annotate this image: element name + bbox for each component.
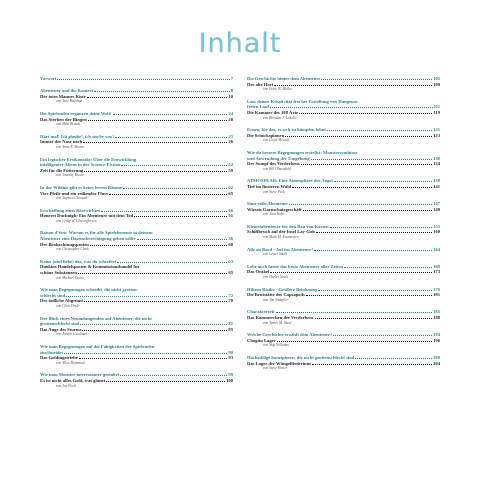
adventure-page-number: 123 (433, 132, 440, 138)
leader-dots (84, 301, 228, 302)
adventure-page-number: 119 (433, 109, 440, 115)
toc-entry (247, 150, 440, 172)
toc-entry (247, 355, 440, 371)
heading-text: intelligenter Aliens in der Science-Fiction (40, 162, 121, 168)
heading-text: Wie man Begegnungen auf die Fähigkeiten der Spielenden (40, 343, 155, 349)
leader-dots (270, 107, 433, 108)
toc-entry (40, 76, 233, 82)
leader-dots (123, 188, 227, 189)
heading-text: Keine (und liebe) das, was du schreibst (40, 258, 117, 264)
heading-text: Die Geschichte hinter dem Abenteuer (247, 76, 321, 81)
leader-dots (106, 381, 225, 382)
author-credit: von Steve Winter (263, 366, 288, 371)
author-credit: von Brendan J. LaSalle (263, 115, 297, 120)
leader-dots (301, 164, 432, 165)
heading-text: Vorwort (40, 76, 57, 81)
heading-page-number: 138 (433, 178, 440, 184)
heading-page-number: 81 (228, 321, 233, 327)
heading-text: Welche Geschichte erzählt dein Abenteuer? (247, 332, 333, 338)
author-credit: von James M. Ward (263, 320, 292, 325)
heading-text: Charakterzeit (247, 309, 275, 315)
adventure-page-number: 141 (433, 183, 440, 189)
adventure-title-text: Honeret Duchnigh: Ein Abenteuer mit dem Tod (40, 213, 134, 219)
leader-dots (344, 267, 432, 268)
adventure-title-text: Der Sumpf des Verderbens (247, 161, 300, 167)
toc-entry (247, 127, 440, 143)
heading-text: Wie man Begegnungen schreibt, die nicht grotten- (40, 287, 139, 293)
adventure-title-text: Das Goldingetriebe (40, 355, 78, 361)
toc-entry (247, 264, 440, 280)
leader-dots (121, 165, 227, 166)
toc-entry (247, 332, 440, 348)
toc-entry (247, 247, 440, 258)
adventure-title-text: Dunkins Handelsposten & Kommissionshandel für (40, 264, 140, 270)
toc-entry (40, 344, 233, 366)
heading-page-number: 121 (433, 127, 440, 133)
toc-column-left (40, 76, 233, 395)
leader-dots (318, 290, 432, 291)
leader-dots (292, 187, 432, 188)
author-credit: von Jim Wampler (263, 297, 289, 302)
adventure-page-number: 188 (433, 315, 440, 320)
author-credit: von Jean Rabe (263, 212, 285, 217)
adventure-title-text: schöne Substanzen (40, 270, 77, 276)
adventure-page-number: 109 (433, 81, 440, 87)
adventure-page-number: 181 (433, 292, 440, 298)
heading-page-number: 62 (228, 184, 233, 190)
leader-dots (276, 312, 433, 313)
adventure-title-text: Chogtin Lager (247, 337, 276, 343)
adventure-title-text: Der tödliche Abgrund (40, 298, 83, 304)
adventure-title-text: Die Brutstätte des Capsapods (247, 292, 305, 298)
toc-entry (247, 287, 440, 303)
heading-text: Erschaffung eines Bösewichtes (40, 207, 100, 213)
adventure-title-text: Immer der Nase nach (40, 139, 83, 145)
adventure-title-text: Das Orakel (247, 269, 270, 275)
author-credit: von Anna E. Brown (56, 144, 84, 149)
leader-dots (109, 194, 228, 195)
heading-text: Alle an Bord - Auf ins Abenteuer! (247, 246, 313, 252)
leader-dots (88, 120, 228, 121)
adventure-title-text: Das Kämmerchen der Verderbens (247, 315, 314, 320)
page-title: Inhalt (198, 28, 282, 59)
toc-entry (247, 224, 440, 240)
toc-entry-heading[interactable] (247, 99, 440, 105)
adventure-page-number: 60 (228, 241, 233, 247)
leader-dots (137, 239, 228, 240)
author-credit: von Michael Curtis (56, 275, 84, 280)
heading-text: Erneu, für das, es sich zu kämpfen lohnt (247, 127, 326, 133)
heading-page-number: 90 (228, 349, 233, 355)
heading-page-number: 7 (230, 76, 233, 81)
heading-page-number: 102 (433, 76, 440, 81)
leader-dots (274, 85, 432, 86)
adventure-page-number: 65 (228, 270, 233, 276)
heading-text: Wie du bessere Begegnungen erstellst: Monstersymbiose (247, 149, 358, 155)
leader-dots (306, 295, 432, 296)
author-credit: von Christopher Clark (56, 247, 89, 252)
adventure-title-text: Der totes Mannes Kiste (40, 93, 86, 99)
adventure-page-number: 10 (228, 93, 233, 99)
leader-dots (303, 210, 432, 211)
author-credit: von Ernie W. Molko (263, 87, 292, 92)
leader-dots (285, 136, 432, 137)
author-credit: von Steve Peek (263, 189, 285, 194)
leader-dots (334, 181, 432, 182)
adventure-page-number: 173 (433, 269, 440, 275)
leader-dots (113, 114, 228, 115)
adventure-title-text: Vier Pfeile und ein reißender Fluss (40, 190, 108, 196)
heading-text: Lass deiner Kreativität frei bei Erstellung von Dungeons (247, 98, 358, 104)
adventure-page-number: 93 (228, 355, 233, 361)
adventure-page-number: 149 (433, 206, 440, 212)
adventure-title-text: Der alte Hort (247, 81, 274, 87)
heading-page-number: 56 (228, 236, 233, 242)
toc-entry (40, 111, 233, 127)
toc-entry (40, 88, 233, 104)
toc-entry (247, 178, 440, 194)
heading-text: Sinn-volle Abenteuer (247, 201, 289, 207)
toc-entry (40, 134, 233, 150)
toc-entry-heading[interactable] (40, 344, 233, 350)
toc-entry (247, 99, 440, 121)
heading-page-number: 24 (228, 110, 233, 116)
adventure-page-number: 65 (228, 190, 233, 196)
adventure-title-text: Tief im finsteren Wald (247, 183, 292, 189)
adventure-title-text: Die Schockspinnen (247, 132, 285, 138)
author-credit: von Jake Bateman (56, 99, 83, 104)
author-credit: von Lloyd Metcalf (263, 138, 290, 143)
author-credit: von Mark M. Rasmussen (263, 235, 299, 240)
author-credit: von Craig W. Christoffersen (56, 218, 97, 223)
leader-dots (82, 330, 227, 331)
adventure-page-number: 26 (228, 139, 233, 145)
leader-dots (90, 245, 228, 246)
adventure-title-text: Das Lager der Wüngelfiederinne (247, 360, 312, 366)
leader-dots (312, 364, 432, 365)
leader-dots (64, 353, 227, 354)
toc-entry (40, 157, 233, 179)
adventure-title-text: Wieseis Garnschatzgeschäft (247, 206, 302, 212)
toc-entry (40, 230, 233, 252)
heading-text: Hört mal! Ich glaube!, ich sieche was! (40, 133, 114, 139)
toc-column-right (247, 76, 440, 395)
author-credit: von Mike Brandt (56, 122, 81, 127)
heading-page-number: 130 (433, 155, 440, 161)
leader-dots (299, 113, 432, 114)
heading-text: Die Spielenden ergänzen deine Welt! (40, 110, 112, 116)
adventure-page-number: 59 (228, 167, 233, 173)
heading-text: Der Blick eines Neuanfangenden auf Abenteuer, die nicht (40, 315, 152, 321)
author-credit: von Jon Hook (56, 383, 76, 388)
toc-entry (40, 185, 233, 201)
adventure-page-number: 160 (433, 229, 440, 235)
leader-dots (314, 250, 432, 251)
adventure-page-number: 85 (228, 326, 233, 332)
author-credit: von Chris Doyle (56, 304, 80, 308)
heading-text: grottenschlecht sind (40, 321, 80, 327)
leader-dots (79, 358, 228, 359)
heading-text: Raison d'être: Warum es für alle Spielelemente in deinem (40, 230, 153, 236)
adventure-page-number: 196 (433, 337, 440, 343)
heading-page-number: 25 (228, 133, 233, 139)
heading-page-number: 169 (433, 263, 440, 269)
adventure-page-number: 100 (226, 377, 233, 383)
heading-text: Abenteuer und ihr Kontext (40, 88, 94, 94)
heading-text: Höchstklige konzipieren, die nicht grottenschlecht sind (247, 354, 355, 360)
toc-entry (247, 201, 440, 217)
heading-page-number: 176 (433, 286, 440, 292)
leader-dots (115, 137, 228, 138)
leader-dots (134, 216, 227, 217)
leader-dots (333, 335, 432, 336)
heading-text: Lehr auch heute das beste Abenteuer aller Zeiten (247, 263, 344, 269)
toc-entry (247, 309, 440, 325)
heading-text: Abenteuer eine Daseinsberechtigung geben sollte (40, 236, 136, 242)
adventure-title-text: Die Kammer des 108 Äxte (247, 109, 299, 115)
leader-dots (315, 318, 433, 319)
leader-dots (270, 272, 432, 273)
author-credit: von Allen Hammack (56, 360, 86, 365)
heading-page-number: 194 (433, 332, 440, 338)
heading-text: In der Wildnis gibt es keine leeren Räume (40, 184, 122, 190)
heading-page-number: 200 (433, 354, 440, 360)
leader-dots (321, 79, 432, 80)
heading-page-number: 63 (228, 258, 233, 264)
author-credit: von Harley Stroh (263, 275, 288, 280)
adventure-page-number: 51 (228, 213, 233, 219)
adventure-title-text: Der Beobachtungsposten (40, 241, 89, 247)
toc-entry (40, 372, 233, 388)
toc-entry-heading[interactable] (40, 76, 233, 82)
author-credit: von Bill Olmesdahl (263, 166, 291, 171)
leader-dots (330, 227, 432, 228)
heading-text: freien Lauf (247, 104, 269, 110)
leader-dots (327, 130, 432, 131)
leader-dots (311, 159, 433, 160)
toc-entry (40, 287, 233, 309)
leader-dots (87, 97, 228, 98)
adventure-title-text: Das Sterben der Ringen (40, 116, 87, 122)
leader-dots (316, 232, 432, 233)
heading-page-number: 155 (433, 223, 440, 229)
heading-text: schlecht sind (40, 292, 66, 298)
leader-dots (57, 79, 229, 80)
leader-dots (83, 142, 227, 143)
leader-dots (289, 204, 432, 205)
heading-text: zuschneidet (40, 349, 63, 355)
heading-page-number: 164 (433, 246, 440, 252)
author-credit: von Skip Williams (263, 343, 289, 348)
leader-dots (120, 375, 227, 376)
heading-page-number: 72 (228, 292, 233, 298)
author-credit: von Joseph Goodman (56, 332, 88, 337)
heading-text: Ein logischer Erstkontakt: Über die Entwicklung (40, 156, 137, 162)
heading-text: Hiltsen Risiko - Größere Belohnung (247, 286, 318, 292)
heading-page-number: 66 (228, 207, 233, 213)
toc-entry (40, 259, 233, 281)
heading-text: Kleinstabenteuer für den Bau von Karten (247, 223, 329, 229)
leader-dots (66, 296, 227, 297)
adventure-title-text: Das Auge des Sturms (40, 326, 82, 332)
toc-entry-heading[interactable] (40, 287, 233, 293)
adventure-page-number: 134 (433, 161, 440, 167)
heading-page-number: 8 (230, 88, 233, 94)
adventure-title-text: Es ist nicht alles Gold, was glänzt (40, 377, 106, 383)
leader-dots (84, 171, 227, 172)
heading-page-number: 99 (228, 372, 233, 378)
heading-page-number: 185 (433, 309, 440, 315)
leader-dots (117, 262, 227, 263)
author-credit: von Timothy Brown (56, 173, 85, 178)
leader-dots (78, 273, 228, 274)
author-credit: von Stephen Chenault (56, 196, 88, 201)
adventure-page-number: 78 (228, 298, 233, 304)
toc-columns (40, 76, 440, 395)
heading-page-number: 111 (433, 104, 440, 110)
adventure-title-text: Schiffbruch auf der Insel Lay-Goh (247, 229, 315, 235)
heading-text: ATMOSFEAR: Eine Atmosphäre der Angst (247, 178, 333, 184)
leader-dots (94, 91, 229, 92)
heading-page-number: 147 (433, 201, 440, 207)
heading-text: Wie man Monster interessanter gestaltet (40, 372, 120, 378)
leader-dots (277, 341, 432, 342)
adventure-page-number: 20 (228, 116, 233, 122)
leader-dots (80, 324, 227, 325)
heading-page-number: 52 (228, 162, 233, 168)
heading-text: und Anwendung der Umgebung (247, 155, 310, 161)
leader-dots (355, 358, 432, 359)
toc-entry (40, 208, 233, 224)
leader-dots (101, 211, 227, 212)
toc-entry (247, 76, 440, 92)
author-credit: von Lester Smith (263, 252, 288, 257)
adventure-page-number: 204 (433, 360, 440, 366)
toc-entry (40, 316, 233, 338)
adventure-title-text: Zeit für die Fütterung (40, 167, 84, 173)
